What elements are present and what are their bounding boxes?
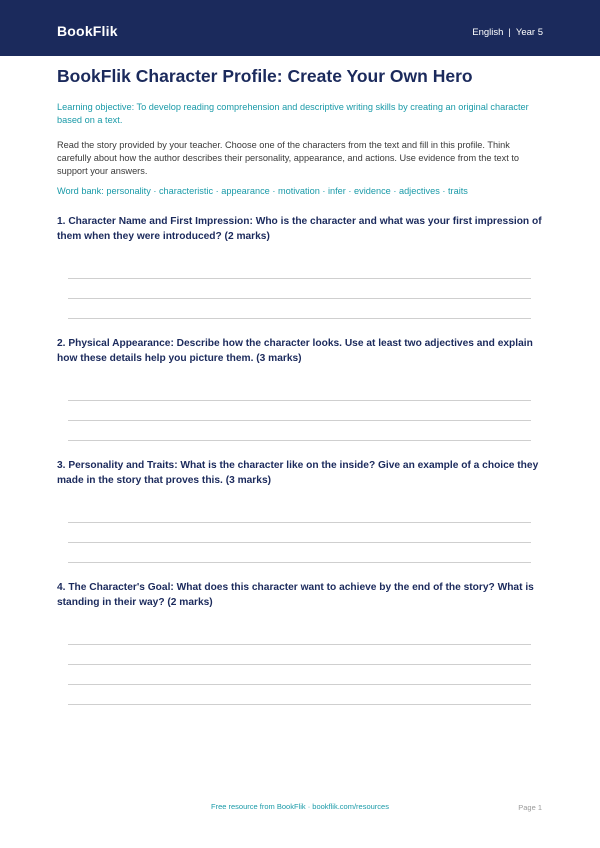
- answer-line[interactable]: [68, 562, 531, 563]
- answer-line[interactable]: [68, 440, 531, 441]
- answer-line[interactable]: [68, 644, 531, 645]
- question-2: 2. Physical Appearance: Describe how the character looks. Use at least two adjectives and explain how these details help you picture them. (3 marks): [57, 338, 533, 364]
- answer-line[interactable]: [68, 542, 531, 543]
- page-number: Page 1: [518, 803, 542, 812]
- answer-line[interactable]: [68, 684, 531, 685]
- learning-objective: Learning objective: To develop reading comprehension and descriptive writing skills by creating an original character based on a text.: [57, 102, 529, 125]
- page-header: [0, 0, 600, 56]
- question-1: 1. Character Name and First Impression: Who is the character and what was your first impression of them when they were introduced? (2 marks): [57, 216, 542, 242]
- header-meta: [472, 27, 543, 38]
- answer-line[interactable]: [68, 400, 531, 401]
- answer-line[interactable]: [68, 704, 531, 705]
- answer-line[interactable]: [68, 298, 531, 299]
- year-label: Year 5: [515, 27, 543, 38]
- question-4: 4. The Character's Goal: What does this character want to achieve by the end of the story? What is standing in their way? (2 marks): [57, 582, 534, 608]
- meta-separator: |: [508, 27, 511, 38]
- question-3: 3. Personality and Traits: What is the character like on the inside? Give an example of a choice they made in the story that proves this. (3 marks): [57, 460, 539, 486]
- answer-line[interactable]: [68, 420, 531, 421]
- footer-text[interactable]: Free resource from BookFlik · bookflik.com/resources: [211, 802, 389, 811]
- answer-line[interactable]: [68, 664, 531, 665]
- answer-line[interactable]: [68, 522, 531, 523]
- brand-logo[interactable]: BookFlik: [57, 23, 118, 39]
- word-bank: Word bank: personality · characteristic · appearance · motivation · infer · evidence · adjectives · traits: [57, 186, 468, 196]
- instructions-text: Read the story provided by your teacher. Choose one of the characters from the text and fill in this profile. Think carefully about how the author describes their personality, appearance, and actions. Use evidence from the text to support your answers.: [57, 140, 520, 176]
- worksheet-title: BookFlik Character Profile: Create Your Own Hero: [57, 66, 473, 86]
- subject-label: English: [472, 27, 504, 38]
- answer-line[interactable]: [68, 318, 531, 319]
- answer-line[interactable]: [68, 278, 531, 279]
